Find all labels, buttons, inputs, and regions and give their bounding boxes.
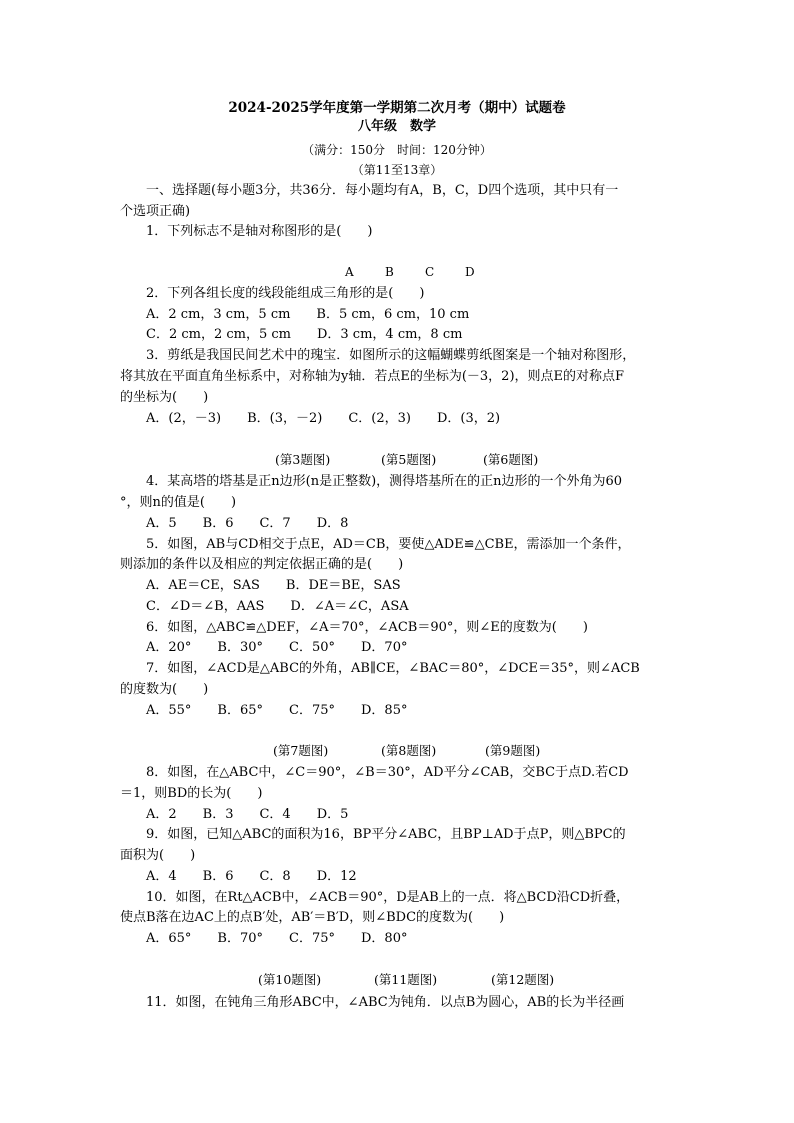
section-intro-line2: 个选项正确) bbox=[120, 204, 191, 219]
question-4-options: A．5 B．6 C．7 D．8 bbox=[146, 516, 349, 531]
q1-label-a: A bbox=[345, 265, 354, 279]
question-8-options: A．2 B．3 C．4 D．5 bbox=[146, 807, 349, 822]
caption-fig8: (第8题图) bbox=[381, 743, 437, 758]
question-3-line2: 将其放在平面直角坐标系中，对称轴为y轴．若点E的坐标为(－3，2)，则点E的对称点F bbox=[120, 369, 625, 384]
caption-fig11: (第11题图) bbox=[374, 972, 438, 987]
caption-fig6: (第6题图) bbox=[483, 452, 539, 467]
question-10-line2: 使点B落在边AC上的点B′处，AB′＝B′D，则∠BDC的度数为( ) bbox=[120, 910, 505, 925]
caption-fig12: (第12题图) bbox=[491, 972, 555, 987]
question-7-line1: 7．如图，∠ACD是△ABC的外角，AB∥CE，∠BAC＝80°，∠DCE＝35°，则∠ACB bbox=[146, 661, 640, 676]
q1-label-d: D bbox=[465, 265, 475, 279]
question-2-stem: 2．下列各组长度的线段能组成三角形的是( ) bbox=[146, 286, 425, 301]
exam-meta-score-time: （满分：150分 时间：120分钟） bbox=[302, 143, 492, 157]
q1-label-b: B bbox=[385, 265, 394, 279]
question-9-options: A．4 B．6 C．8 D．12 bbox=[146, 869, 357, 884]
question-7-line2: 的度数为( ) bbox=[120, 682, 209, 697]
question-5-line2: 则添加的条件以及相应的判定依据正确的是( ) bbox=[120, 557, 404, 572]
question-5-options-1: A．AE＝CE，SAS B．DE＝BE，SAS bbox=[146, 578, 401, 593]
exam-meta-chapters: （第11至13章） bbox=[351, 163, 443, 177]
question-9-line2: 面积为( ) bbox=[120, 848, 196, 863]
question-8-line1: 8．如图，在△ABC中，∠C＝90°，∠B＝30°，AD平分∠CAB，交BC于点D.若CD bbox=[146, 765, 629, 780]
question-10-line1: 10．如图，在Rt△ACB中，∠ACB＝90°，D是AB上的一点．将△BCD沿CD折叠， bbox=[146, 890, 630, 905]
question-10-options: A．65° B．70° C．75° D．80° bbox=[146, 931, 408, 946]
question-11-line1: 11．如图，在钝角三角形ABC中，∠ABC为钝角．以点B为圆心，AB的长为半径画 bbox=[146, 995, 625, 1010]
question-6-line1: 6．如图，△ABC≌△DEF，∠A＝70°，∠ACB＝90°，则∠E的度数为( ) bbox=[146, 620, 588, 635]
section-intro-line1: 一、选择题(每小题3分，共36分．每小题均有A，B，C，D四个选项，其中只有一 bbox=[146, 183, 619, 198]
caption-fig10: (第10题图) bbox=[258, 972, 322, 987]
question-1-choice-labels bbox=[345, 263, 485, 281]
question-3-line3: 的坐标为( ) bbox=[120, 390, 209, 405]
exam-title: 2024-2025学年度第一学期第二次月考（期中）试题卷 bbox=[228, 100, 566, 116]
question-2-options-1: A．2 cm，3 cm，5 cm B．5 cm，6 cm，10 cm bbox=[146, 307, 470, 322]
caption-fig3: (第3题图) bbox=[275, 452, 331, 467]
question-8-line2: ＝1，则BD的长为( ) bbox=[120, 786, 263, 801]
question-7-options: A．55° B．65° C．75° D．85° bbox=[146, 703, 408, 718]
exam-subtitle: 八年级 数学 bbox=[357, 119, 436, 134]
caption-fig9: (第9题图) bbox=[485, 743, 541, 758]
question-3-line1: 3．剪纸是我国民间艺术中的瑰宝．如图所示的这幅蝴蝶剪纸图案是一个轴对称图形， bbox=[146, 348, 636, 363]
question-9-line1: 9．如图，已知△ABC的面积为16，BP平分∠ABC，且BP⊥AD于点P，则△BPC的 bbox=[146, 827, 626, 842]
question-4-line2: °，则n的值是( ) bbox=[120, 495, 237, 510]
question-1-stem: 1．下列标志不是轴对称图形的是( ) bbox=[146, 224, 373, 239]
question-6-options: A．20° B．30° C．50° D．70° bbox=[146, 640, 408, 655]
question-3-options: A．(2，－3) B．(3，－2) C．(2，3) D．(3，2) bbox=[146, 411, 501, 426]
caption-fig5: (第5题图) bbox=[381, 452, 437, 467]
question-2-options-2: C．2 cm，2 cm，5 cm D．3 cm，4 cm，8 cm bbox=[146, 327, 463, 342]
q1-label-c: C bbox=[425, 265, 435, 279]
question-5-options-2: C．∠D＝∠B，AAS D．∠A＝∠C，ASA bbox=[146, 599, 409, 614]
caption-fig7: (第7题图) bbox=[273, 743, 329, 758]
question-5-line1: 5．如图，AB与CD相交于点E，AD＝CB，要使△ADE≌△CBE，需添加一个条件， bbox=[146, 537, 631, 552]
question-4-line1: 4．某高塔的塔基是正n边形(n是正整数)，测得塔基所在的正n边形的一个外角为60 bbox=[146, 474, 623, 489]
